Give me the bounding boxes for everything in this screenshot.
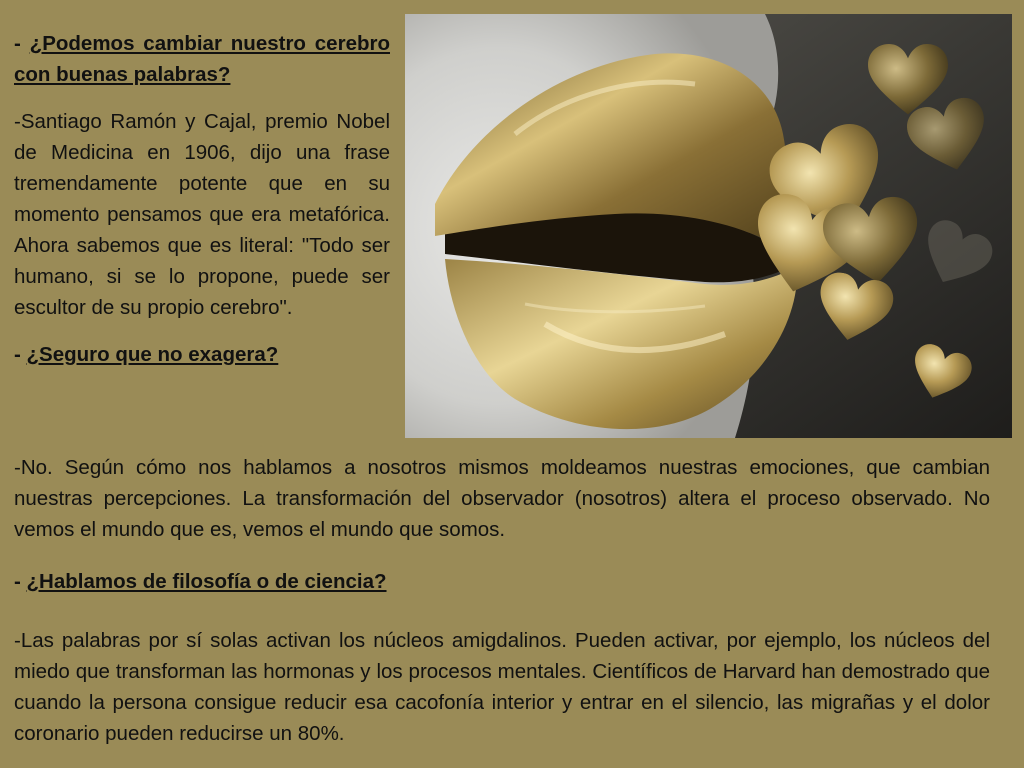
answer-1: -Santiago Ramón y Cajal, premio Nobel de Medicina en 1906, dijo una frase tremendamente potente que en su momento pensamos que era metafórica. Ahora sabemos que es literal: "Todo ser humano, si se lo propone, puede ser escultor de su propio cerebro". bbox=[14, 110, 390, 319]
question-3 bbox=[14, 566, 990, 597]
answer-2: -No. Según cómo nos hablamos a nosotros mismos moldeamos nuestras emociones, que cambian nuestras percepciones. La transformación del observador (nosotros) altera el proceso observado. No vemos el mundo que es, vemos el mundo que somos. bbox=[14, 456, 990, 541]
intro-text-block bbox=[14, 28, 390, 370]
question-1 bbox=[14, 28, 390, 90]
answer-3: -Las palabras por sí solas activan los núcleos amigdalinos. Pueden activar, por ejemplo, los núcleos del miedo que transforman las hormonas y los procesos mentales. Científicos de Harvard han demostrado que cuando la persona consigue reducir esa cacofonía interior y entrar en el silencio, las migrañas y el dolor coronario pueden reducirse un 80%. bbox=[14, 629, 990, 745]
question-3-label: ¿Hablamos de filosofía o de ciencia? bbox=[26, 570, 387, 593]
golden-lips-hearts-image bbox=[405, 14, 1012, 438]
question-2-dash: - bbox=[14, 343, 21, 366]
question-3-block bbox=[14, 566, 990, 597]
question-3-dash: - bbox=[14, 570, 21, 593]
question-1-dash: - bbox=[14, 32, 21, 55]
question-1-label: ¿Podemos cambiar nuestro cerebro con buenas palabras? bbox=[14, 32, 390, 86]
question-2 bbox=[14, 339, 390, 370]
question-2-label: ¿Seguro que no exagera? bbox=[26, 343, 279, 366]
answer-3-block bbox=[14, 625, 990, 749]
answer-2-block bbox=[14, 452, 990, 545]
